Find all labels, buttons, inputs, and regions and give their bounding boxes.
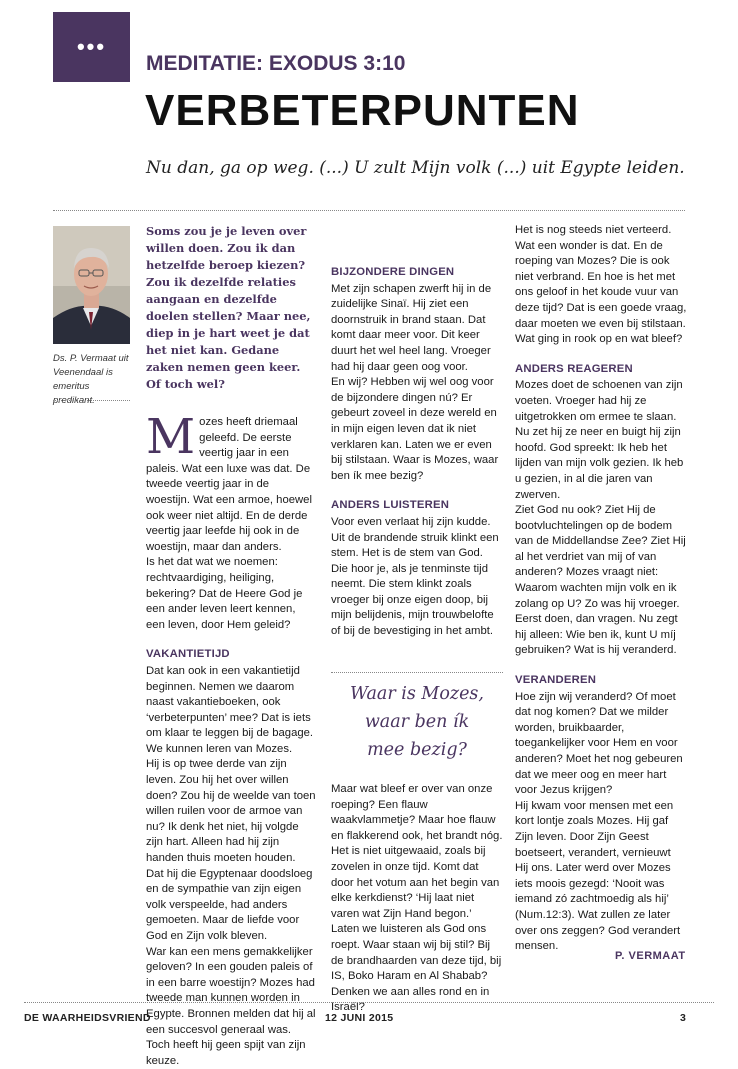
body-paragraph: Hij kwam voor mensen met een kort lontje zoals Mozes. Hij gaf Zijn leven. Door Zijn Geest boetseert, verandert, vernieuwt Hij ons. Later werd over Mozes iets moois gezegd: ‘Nooit was iemand zó zachtmoedig als hij’ (Num.12:3). Wat zullen ze later over ons zeggen? God verandert mensen. xyxy=(515,799,681,953)
column-1 xyxy=(146,223,316,1069)
photo-caption: Ds. P. Vermaat uit Veenendaal is emeritus predikant. xyxy=(53,353,129,406)
column-2 xyxy=(331,223,503,640)
subheading-vakantietijd: VAKANTIETIJD xyxy=(146,648,230,661)
body-paragraph: Mozes heeft driemaal geleefd. De eerste veertig jaar in een paleis. Wat een luxe was dat. De tweede veertig jaar in de woestijn. Wat een armoe, hoewel ook weer niet altijd. En de derde veertig jaar leefde hij ook in de woestijn, maar dan anders. xyxy=(146,409,312,553)
author-signature: P. VERMAAT xyxy=(615,950,686,962)
body-paragraph: Dat kan ook in een vakantietijd beginnen. Nemen we daarom naast vakantieboeken, ook ‘verbeterpunten’ mee? Dat is iets om klaar te leggen bij de bagage. We kunnen leren van Mozes. xyxy=(146,664,314,755)
pull-quote-line: Waar is Mozes, xyxy=(350,684,484,704)
section-kicker: MEDITATIE: EXODUS 3:10 xyxy=(146,52,406,75)
footer-page-number: 3 xyxy=(680,1012,687,1024)
column-3 xyxy=(515,223,687,955)
body-paragraph: Laten we luisteren als God ons roept. Waar staan wij bij stil? Bij de brandhaarden van deze tijd, bij IS, Boko Haram en Al Shabab? Denken we aan alles rond en in Israël? xyxy=(331,923,502,1014)
column-2-continued xyxy=(331,782,503,1016)
body-paragraph: Het is nog steeds niet verteerd. Wat een wonder is dat. En de roeping van Mozes? Die is ook niet verbrand. En hoe is het met ons geloof in het koude vuur van deze tijd? Dat is een goede vraag, daar moeten we even bij stilstaan. Wat ging in rook op en wat bleef? xyxy=(515,224,687,346)
body-paragraph: Hij is op twee derde van zijn leven. Zou hij het over willen doen? Zou hij de weelde van toen willen ruilen voor de armoe van nu? Ik denk het niet, hij volgde zijn hart. Alleen had hij zijn handen thuis moeten houden. Dat hij die Egyptenaar doodsloeg en de sympathie van zijn eigen volk verspeelde, had anders gemoeten. Maar de liefde voor God en Zijn volk bleven. xyxy=(146,758,316,942)
subheading-anders-reageren: ANDERS REAGEREN xyxy=(515,362,633,375)
footer-publication: DE WAARHEIDSVRIEND xyxy=(24,1012,151,1024)
subheading-bijzondere-dingen: BIJZONDERE DINGEN xyxy=(331,266,455,278)
section-badge xyxy=(53,12,130,82)
body-paragraph: Ziet God nu ook? Ziet Hij de bootvluchtelingen op de bodem van de Middellandse Zee? Ziet Hij al het verdriet van mij of van anderen? Mozes vraagt niet: Waarom wachten mijn volk en ik zolang op U? Zo was hij vroeger. Eerst doen, dan vragen. Nu zegt hij alleen: Wie ben ik, kunt U míj gebruiken? Wat is hij veranderd. xyxy=(515,504,686,657)
body-paragraph: En wij? Hebben wij wel oog voor de bijzondere dingen nú? Er gebeurt zoveel in deze wereld en in mijn eigen leven dat ik niet verklaren kan. Laten we er even bij stilstaan. Waar is Mozes, waar ben ík mee bezig? xyxy=(331,376,499,482)
author-photo xyxy=(53,226,130,344)
body-paragraph: War kan een mens gemakkelijker geloven? In een gouden paleis of in een barre woestijn? Mozes had tweede man kunnen worden in Egypte. Bronnen melden dat hij al een succesvol generaal was. Toch heeft hij geen spijt van zijn keuze. xyxy=(146,945,316,1067)
pullquote-rule-top xyxy=(331,672,503,673)
pull-quote xyxy=(331,680,503,764)
body-paragraph: Mozes doet de schoenen van zijn voeten. Vroeger had hij ze uitgetrokken om ermee te slaan. Nu zet hij ze neer en buigt hij zijn hoofd. God spreekt: Ik heb het lijden van mijn volk gezien. Ik heb u gezien, in al die jaren van zwerven. xyxy=(515,379,684,501)
article-title: VERBETERPUNTEN xyxy=(145,86,580,135)
ellipsis-icon: ••• xyxy=(76,34,107,59)
body-paragraph: Hoe zijn wij veranderd? Of moet dat nog komen? Dat we milder worden, bruikbaarder, toegankelijker voor Hem en voor anderen? Moet het nog gebeuren dat we meer oog en meer hart voor Jezus krijgen? xyxy=(515,690,683,797)
drop-cap: M xyxy=(146,409,196,465)
body-paragraph: Voor even verlaat hij zijn kudde. Uit de brandende struik klinkt een stem. Het is de stem van God. Die hoor je, als je tenminste tijd neemt. Die stem klinkt zoals vroeger bij onze eigen doop, bij mijn belijdenis, mijn trouwbelofte of bij de bevestiging in het ambt. xyxy=(331,515,499,638)
footer-divider xyxy=(24,1002,714,1003)
pull-quote-line: mee bezig? xyxy=(367,740,467,760)
caption-divider xyxy=(53,400,130,401)
body-paragraph: Maar wat bleef er over van onze roeping? Een flauw waakvlammetje? Maar hoe flauw en flakkerend ook, het brandt nóg. Het is niet uitgewaaid, zoals bij zovelen in onze tijd. Komt dat door het votum aan het begin van elke kerkdienst? ‘Hij laat niet varen wat Zijn Hand begon.’ xyxy=(331,783,503,920)
intro-text: Soms zou je je leven over willen doen. Zou ik dan hetzelfde beroep kiezen? Zou ik dezelfde relaties aangaan en dezelfde doelen stellen? Maar nee, diep in je hart weet je dat het niet kan. Gedane zaken nemen geen keer. Of toch wel? xyxy=(146,224,311,391)
subheading-anders-luisteren: ANDERS LUISTEREN xyxy=(331,499,450,512)
pull-quote-line: waar ben ík xyxy=(364,712,470,732)
header-divider xyxy=(53,210,685,211)
lead-quote: Nu dan, ga op weg. (...) U zult Mijn volk (...) uit Egypte leiden. xyxy=(146,158,685,178)
body-paragraph: Is het dat wat we noemen: rechtvaardiging, heiliging, bekering? Dat de Heere God je een ander leven leert kennen, een leven, door Hem geleid? xyxy=(146,556,303,631)
footer-date: 12 JUNI 2015 xyxy=(325,1012,394,1024)
body-paragraph: Met zijn schapen zwerft hij in de zuidelijke Sinaï. Hij ziet een doornstruik in brand staan. Dat komt daar meer voor. Dit keer duurt het wel heel lang. Vroeger had hij daar geen oog voor. xyxy=(331,282,492,373)
subheading-veranderen: VERANDEREN xyxy=(515,674,597,687)
